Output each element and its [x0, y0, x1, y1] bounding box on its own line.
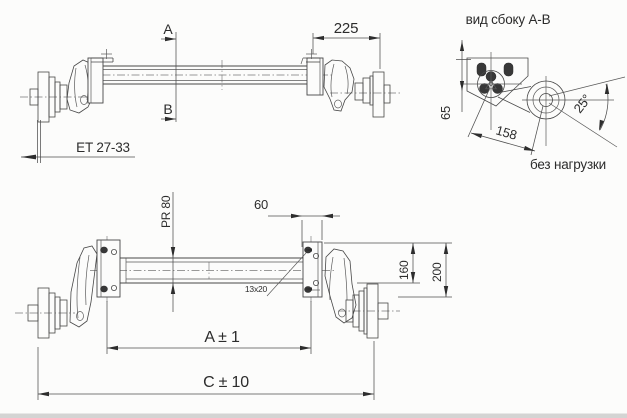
- drawing-geometry: [107, 346, 118, 350]
- drawing-geometry: [471, 133, 482, 138]
- dim-a-span: [107, 301, 311, 354]
- dim-200-label: 200: [430, 262, 444, 282]
- section-arrow-b: [165, 117, 176, 121]
- dim-et-label: ET 27-33: [76, 140, 130, 155]
- drawing-geometry: [335, 100, 342, 108]
- drawing-geometry: [444, 243, 448, 254]
- drawing-geometry: [411, 243, 415, 254]
- drawing-geometry: [267, 253, 306, 296]
- section-arrow-a: [165, 37, 176, 41]
- drawing-geometry: [21, 155, 36, 160]
- drawing-geometry: [460, 41, 464, 51]
- section-label-b: B: [163, 101, 173, 117]
- dim-160-label: 160: [397, 260, 411, 280]
- section-label-a: A: [163, 21, 173, 37]
- drawing-geometry: [38, 392, 49, 396]
- drawing-geometry: [355, 83, 363, 100]
- drawing-geometry: [363, 78, 370, 103]
- dim-25deg-label: 25°: [570, 91, 595, 116]
- dim-225-label: 225: [333, 20, 359, 37]
- dim-pr80: [159, 192, 175, 312]
- right-swing-arm: [324, 60, 354, 111]
- page-bottom-edge: [0, 414, 627, 418]
- side-view-title: вид сбоку A-B: [465, 12, 551, 27]
- drawing-geometry: [339, 309, 346, 317]
- drawing-geometry: [301, 58, 303, 64]
- drawing-geometry: [599, 120, 604, 131]
- drawing-geometry: [363, 392, 374, 396]
- right-mounting-bracket: [301, 49, 323, 95]
- drawing-geometry: [322, 214, 333, 218]
- dim-c-span: [38, 341, 374, 400]
- drawing-geometry: [345, 66, 348, 94]
- drawing-geometry: [88, 58, 103, 103]
- dim-60-label: 60: [253, 197, 269, 212]
- dim-c-label: C ± 10: [203, 374, 249, 391]
- dim-65-label: 65: [438, 105, 453, 120]
- dim-a-label: A ± 1: [204, 329, 240, 346]
- drawing-geometry: [411, 272, 415, 283]
- right-hub: [355, 72, 390, 117]
- drawing-geometry: [370, 76, 373, 105]
- drawing-geometry: [171, 283, 175, 294]
- dim-pr80-label: PR 80: [159, 195, 173, 228]
- bottom-view: [15, 192, 452, 400]
- slot-size-label: 13x20: [244, 284, 268, 294]
- right-swing-arm: [325, 249, 356, 323]
- drawing-geometry: [369, 36, 380, 40]
- drawing-geometry: [460, 81, 464, 91]
- drawing-geometry: [324, 60, 354, 111]
- drawing-geometry: [605, 83, 609, 94]
- drawing-geometry: [344, 258, 347, 300]
- drawing-geometry: [331, 64, 334, 97]
- drawing-geometry: [549, 77, 625, 96]
- drawing-geometry: [384, 85, 390, 103]
- section-marker-ab: [161, 21, 176, 122]
- front-view: [20, 20, 400, 163]
- dim-65: [438, 40, 471, 120]
- drawing-geometry: [86, 255, 89, 305]
- drawing-geometry: [313, 36, 324, 40]
- side-view: [438, 12, 625, 172]
- drawing-geometry: [75, 68, 77, 107]
- no-load-note: без нагрузки: [530, 157, 606, 172]
- drawing-geometry: [498, 97, 530, 113]
- left-mounting-bracket: [88, 49, 113, 103]
- drawing-geometry: [307, 58, 323, 95]
- bracket-slot: [504, 63, 513, 76]
- dim-60: [254, 197, 340, 247]
- plate-slot: [101, 247, 108, 253]
- left-mounting-plate: [97, 240, 120, 297]
- drawing-geometry: [171, 247, 175, 258]
- hub-flange: [373, 72, 384, 117]
- drawing-geometry: [444, 286, 448, 297]
- drawing-geometry: [300, 346, 311, 350]
- dim-158-label: 158: [494, 122, 519, 143]
- left-swing-arm: [70, 246, 97, 327]
- drawing-geometry: [291, 214, 302, 218]
- drawing-geometry: [77, 257, 80, 318]
- side-bracket-plate: [467, 58, 528, 106]
- drawing-geometry: [330, 257, 333, 300]
- plate-slot: [101, 286, 108, 292]
- drawing-geometry: [467, 58, 528, 106]
- dim-et-offset: [21, 120, 135, 163]
